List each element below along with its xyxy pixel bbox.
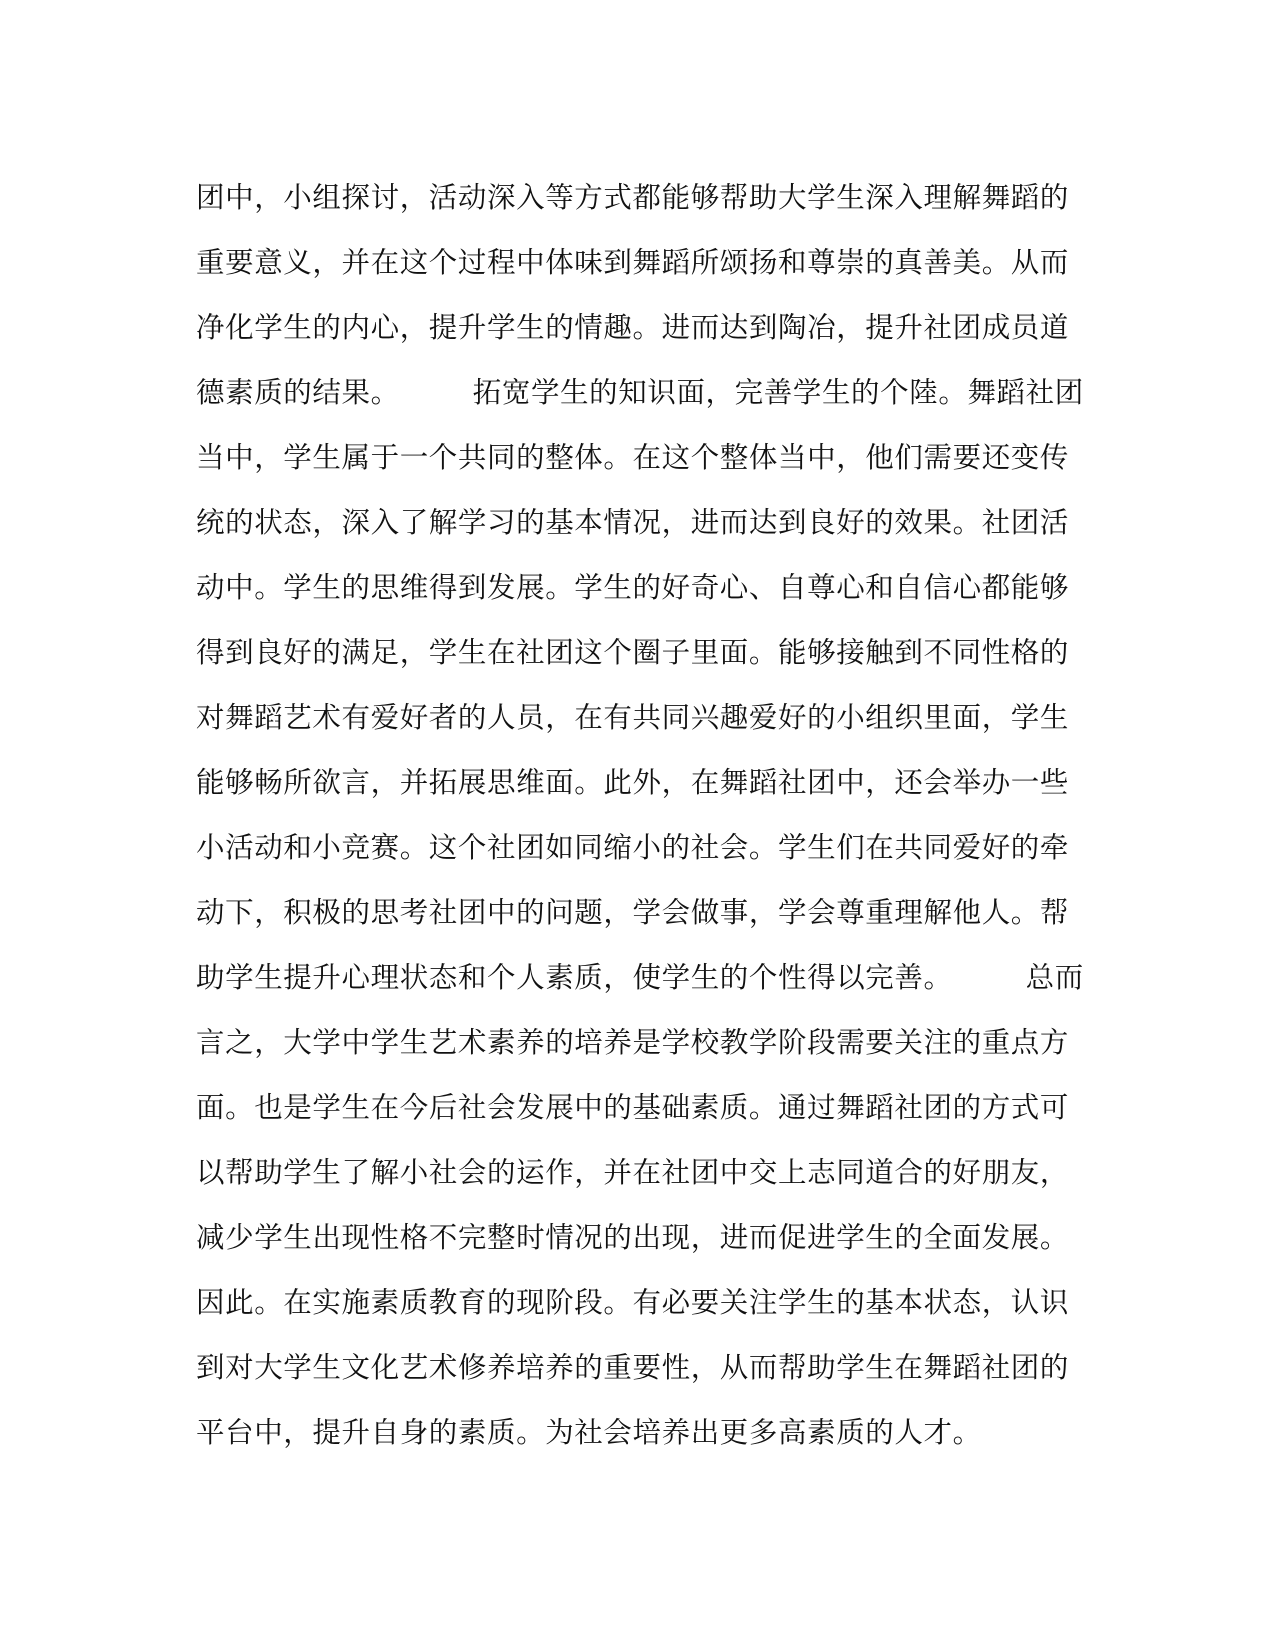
body-text: [196, 165, 1086, 1465]
text-line: 助学生提升心理状态和个人素质，使学生的个性得以完善。 总而: [196, 961, 1084, 994]
text-line: 以帮助学生了解小社会的运作，并在社团中交上志同道合的好朋友，: [196, 1156, 1070, 1189]
text-line: 能够畅所欲言，并拓展思维面。此外，在舞蹈社团中，还会举办一些: [196, 766, 1070, 799]
text-line: 对舞蹈艺术有爱好者的人员，在有共同兴趣爱好的小组织里面，学生: [196, 701, 1070, 734]
text-line: 平台中，提升自身的素质。为社会培养出更多高素质的人才。: [196, 1416, 982, 1449]
text-line: 统的状态，深入了解学习的基本情况，进而达到良好的效果。社团活: [196, 506, 1070, 539]
text-line: 动下，积极的思考社团中的问题，学会做事，学会尊重理解他人。帮: [196, 896, 1070, 929]
text-line: 因此。在实施素质教育的现阶段。有必要关注学生的基本状态，认识: [196, 1286, 1070, 1319]
text-line: 重要意义，并在这个过程中体味到舞蹈所颂扬和尊崇的真善美。从而: [196, 246, 1070, 279]
text-line: 得到良好的满足，学生在社团这个圈子里面。能够接触到不同性格的: [196, 636, 1070, 669]
text-line: 动中。学生的思维得到发展。学生的好奇心、自尊心和自信心都能够: [196, 571, 1070, 604]
text-line: 净化学生的内心，提升学生的情趣。进而达到陶冶，提升社团成员道: [196, 311, 1070, 344]
text-line: 团中，小组探讨，活动深入等方式都能够帮助大学生深入理解舞蹈的: [196, 181, 1070, 214]
text-line: 小活动和小竞赛。这个社团如同缩小的社会。学生们在共同爱好的牵: [196, 831, 1070, 864]
text-line: 德素质的结果。 拓宽学生的知识面，完善学生的个陸。舞蹈社团: [196, 376, 1084, 409]
text-line: 言之，大学中学生艺术素养的培养是学校教学阶段需要关注的重点方: [196, 1026, 1070, 1059]
text-line: 减少学生出现性格不完整时情况的出现，进而促进学生的全面发展。: [196, 1221, 1070, 1254]
text-line: 面。也是学生在今后社会发展中的基础素质。通过舞蹈社团的方式可: [196, 1091, 1070, 1124]
text-line: 当中，学生属于一个共同的整体。在这个整体当中，他们需要还变传: [196, 441, 1070, 474]
text-line: 到对大学生文化艺术修养培养的重要性，从而帮助学生在舞蹈社团的: [196, 1351, 1070, 1384]
